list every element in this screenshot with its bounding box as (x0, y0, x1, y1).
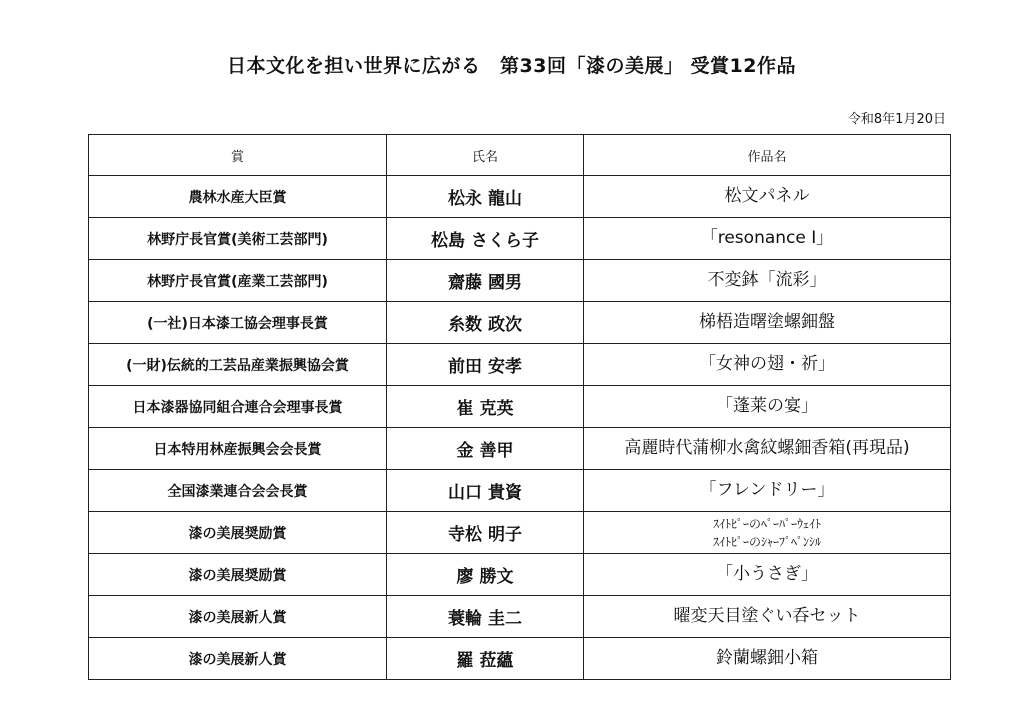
work-title-line: 「蓬莱の宴」 (716, 396, 818, 416)
recipient-name-cell: 松永 龍山 (387, 176, 584, 218)
work-title-line: 高麗時代蒲柳水禽紋螺鈿香箱(再現品) (624, 438, 910, 458)
recipient-name-cell: 山口 貴資 (387, 470, 584, 512)
recipient-name-cell: 崔 克英 (387, 386, 584, 428)
page-title: 日本文化を担い世界に広がる 第33回「漆の美展」 受賞12作品 (227, 55, 796, 77)
work-title-cell (584, 260, 951, 302)
recipient-name-cell: 寺松 明子 (387, 512, 584, 554)
award-cell: 漆の美展新人賞 (89, 596, 387, 638)
table-header-row (89, 135, 951, 176)
award-cell: 漆の美展新人賞 (89, 638, 387, 680)
award-cell: (一社)日本漆工協会理事長賞 (89, 302, 387, 344)
header-name: 氏名 (387, 135, 584, 176)
recipient-name-cell: 金 善甲 (387, 428, 584, 470)
work-title-line: 曜変天目塗ぐい呑セット (673, 606, 861, 626)
table-row (89, 218, 951, 260)
award-cell: 農林水産大臣賞 (89, 176, 387, 218)
table-row (89, 386, 951, 428)
work-title-line: 松文パネル (724, 186, 810, 206)
table-row (89, 428, 951, 470)
award-cell: 全国漆業連合会会長賞 (89, 470, 387, 512)
work-title-line: 「女神の翅・祈」 (699, 354, 835, 374)
work-title-cell (584, 596, 951, 638)
table-row (89, 512, 951, 554)
work-title-line: 不変鉢「流彩」 (707, 270, 827, 290)
work-title-line: 「小うさぎ」 (716, 564, 818, 584)
header-work: 作品名 (584, 135, 951, 176)
recipient-name-cell: 糸数 政次 (387, 302, 584, 344)
work-title-line: 鈴蘭螺鈿小箱 (716, 648, 818, 668)
work-title-cell (584, 302, 951, 344)
award-cell: (一財)伝統的工芸品産業振興協会賞 (89, 344, 387, 386)
work-title-cell (584, 218, 951, 260)
work-title-cell (584, 470, 951, 512)
table-row (89, 302, 951, 344)
work-title-cell (584, 428, 951, 470)
header-award: 賞 (89, 135, 387, 176)
recipient-name-cell: 蓑輪 圭二 (387, 596, 584, 638)
table-row (89, 260, 951, 302)
table-row (89, 470, 951, 512)
work-title-cell (584, 512, 951, 554)
award-cell: 日本特用林産振興会会長賞 (89, 428, 387, 470)
recipient-name-cell: 羅 菈蘊 (387, 638, 584, 680)
table-row (89, 554, 951, 596)
work-title-line: 梯梧造曙塗螺鈿盤 (699, 312, 835, 332)
table-row (89, 344, 951, 386)
issue-date: 令和8年1月20日 (847, 112, 946, 127)
work-title-cell (584, 554, 951, 596)
table-row (89, 176, 951, 218)
table-row (89, 638, 951, 680)
award-cell: 漆の美展奨励賞 (89, 554, 387, 596)
work-title-line: ｽｲﾄﾋﾟｰのｼｬｰﾌﾟﾍﾟﾝｼﾙ (712, 534, 821, 549)
table-body (89, 176, 951, 680)
work-title-cell (584, 638, 951, 680)
recipient-name-cell: 廖 勝文 (387, 554, 584, 596)
work-title-line: ｽｲﾄﾋﾟｰのﾍﾟｰﾊﾟｰｳｪｲﾄ (712, 516, 821, 531)
work-title-line: 「フレンドリー」 (699, 480, 835, 500)
table-row (89, 596, 951, 638)
recipient-name-cell: 松島 さくら子 (387, 218, 584, 260)
award-cell: 林野庁長官賞(美術工芸部門) (89, 218, 387, 260)
work-title-cell (584, 386, 951, 428)
award-cell: 林野庁長官賞(産業工芸部門) (89, 260, 387, 302)
awards-table (88, 134, 951, 680)
work-title-cell (584, 344, 951, 386)
work-title-line: 「resonance Ⅰ」 (700, 228, 834, 248)
award-cell: 漆の美展奨励賞 (89, 512, 387, 554)
award-cell: 日本漆器協同組合連合会理事長賞 (89, 386, 387, 428)
recipient-name-cell: 齋藤 國男 (387, 260, 584, 302)
recipient-name-cell: 前田 安孝 (387, 344, 584, 386)
work-title-cell (584, 176, 951, 218)
